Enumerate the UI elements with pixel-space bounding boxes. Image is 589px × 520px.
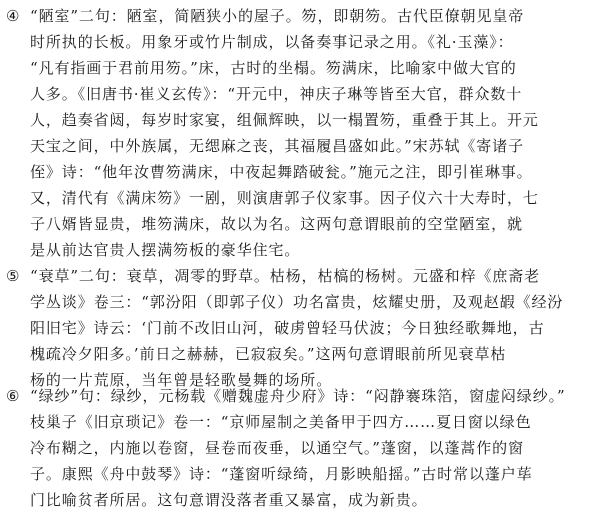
footnote-number: ⑥ <box>6 387 20 405</box>
text-line: “凡有指画于君前用笏。”床，古时的坐榻。笏满床，比喻家中做大官的 <box>30 59 517 77</box>
text-line: 阳旧宅》诗云：‘门前不改旧山河，破虏曾轻马伏波；今日独经歌舞地，古 <box>30 319 545 337</box>
text-line: 人，趋奏省闼，每岁时家宴，组佩辉映，以一榻置笏，重叠于其上。开元 <box>30 111 539 129</box>
text-line: 子八婿皆显贵，堆笏满床，故以为名。这两句意谓眼前的空堂陋室，就 <box>30 215 523 233</box>
text-line: 天宝之间，中外族属，无缌麻之丧，其福履昌盛如此。”宋苏轼《寄诸子 <box>30 137 524 155</box>
text-line: 杨的一片荒原，当年曾是轻歌曼舞的场所。 <box>30 371 333 389</box>
text-line: 侄》诗：“他年汝曹笏满床，中夜起舞踏破瓮。”施元之注，即引崔琳事。 <box>30 163 533 181</box>
text-line: “绿纱”句：绿纱，元杨载《赠魏虚舟少府》诗：“闷静褰珠箔，窗虚闷绿纱。” <box>30 387 566 405</box>
text-line: 子。康熙《舟中鼓琴》诗：“蓬窗听绿绮，月影映船摇。”古时常以蓬户荜 <box>30 465 533 483</box>
text-line: 人多。《旧唐书·崔义玄传》：“开元中，神庆子琳等皆至大官，群众数十 <box>30 85 523 103</box>
text-line: 槐疏冷夕阳多。’前日之赫赫，已寂寂矣。”这两句意谓眼前所见衰草枯 <box>30 345 507 363</box>
footnote-number: ④ <box>6 7 20 25</box>
footnote-body <box>30 383 578 513</box>
text-line: 学丛谈》卷三：“郭汾阳（即郭子仪）功名富贵，炫耀史册，及观赵嘏《经汾 <box>30 293 564 311</box>
text-line: 枝巢子《旧京琐记》卷一：“京师屋制之美备甲于四方……夏日窗以绿色 <box>30 413 532 431</box>
text-line: “陋室”二句：陋室，简陋狭小的屋子。笏，即朝笏。古代臣僚朝见皇帝 <box>30 7 525 25</box>
text-line: 门比喻贫者所居。这句意谓没落者重又暴富，成为新贵。 <box>30 491 428 509</box>
text-line: 又，清代有《满床笏》一剧，则演唐郭子仪家事。因子仪六十大寿时，七 <box>30 189 539 207</box>
text-line: 是从前达官贵人摆满笏板的豪华住宅。 <box>30 241 301 259</box>
footnote-body <box>30 3 578 263</box>
text-line: 冷布糊之，内施以卷窗，昼卷而夜垂，以通空气。”蓬窗，以蓬蒿作的窗 <box>30 439 524 457</box>
text-line: 时所执的长板。用象牙或竹片制成，以备奏事记录之用。《礼·玉藻》： <box>30 33 514 51</box>
footnote-number: ⑤ <box>6 267 20 285</box>
footnote-body <box>30 263 578 393</box>
text-line: “衰草”二句：衰草，凋零的野草。枯杨，枯槁的杨树。元盛和梓《庶斋老 <box>30 267 541 285</box>
